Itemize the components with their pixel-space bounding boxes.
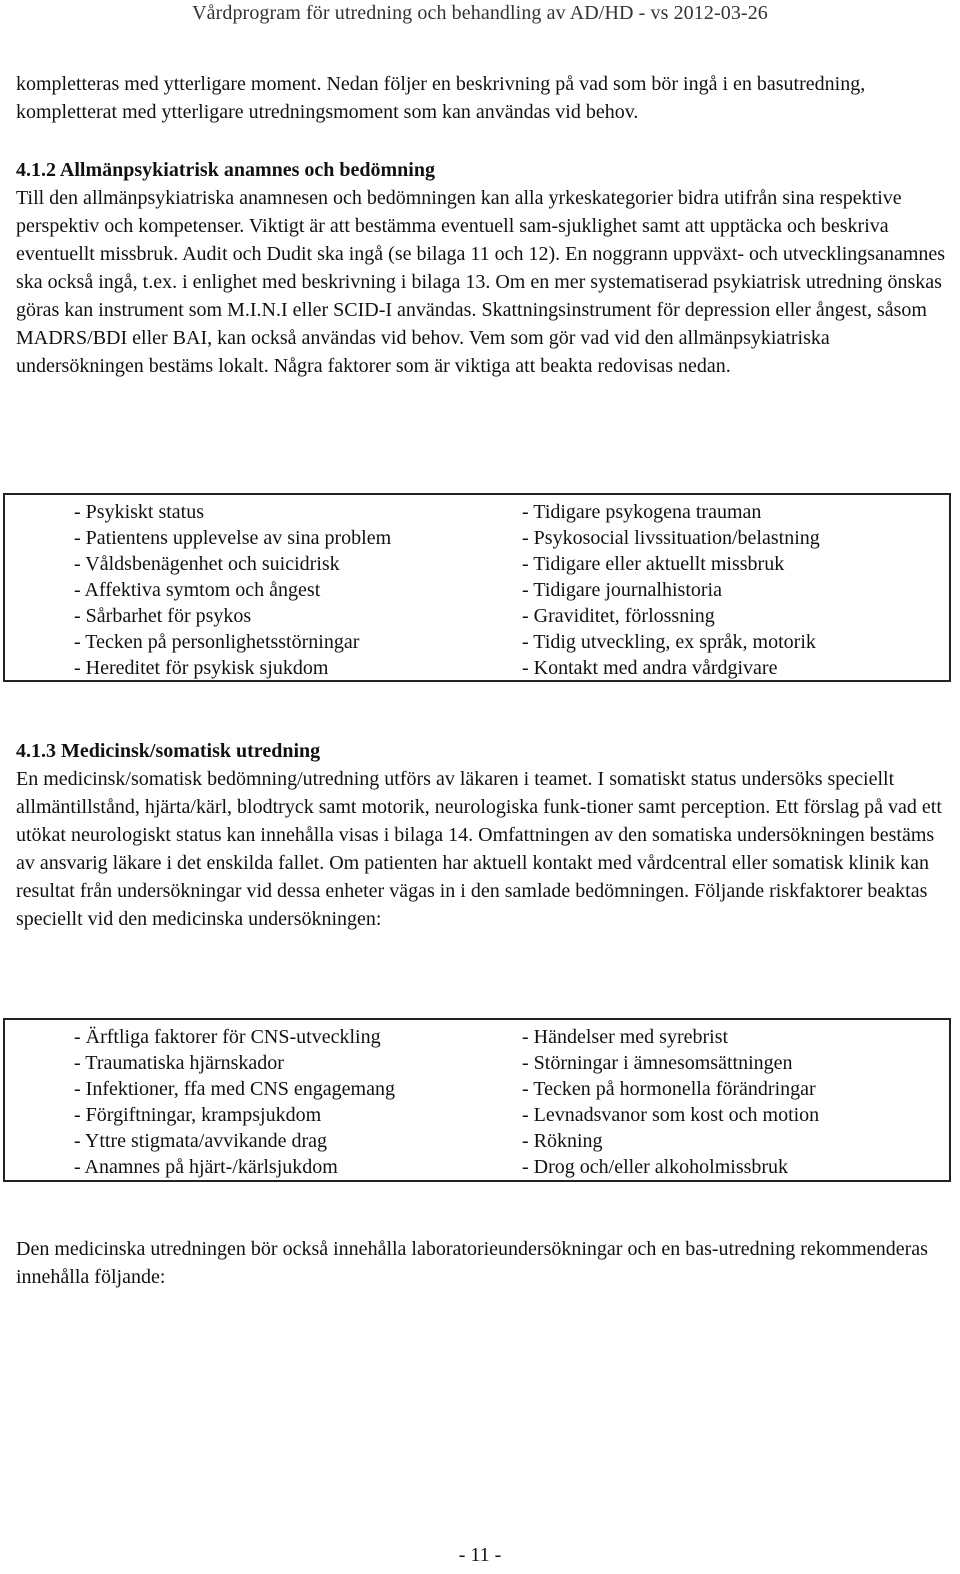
list-item: - Yttre stigmata/avvikande drag (74, 1130, 328, 1152)
list-item: - Infektioner, ffa med CNS engagemang (74, 1078, 395, 1100)
list-item: - Störningar i ämnesomsättningen (522, 1052, 793, 1074)
list-item: - Tidig utveckling, ex språk, motorik (522, 631, 816, 653)
psychiatric-factors-right-list (522, 499, 820, 681)
list-item: - Tecken på hormonella förändringar (522, 1078, 816, 1100)
list-item: - Tidigare psykogena trauman (522, 501, 762, 523)
list-item: - Kontakt med andra vårdgivare (522, 657, 778, 679)
psychiatric-factors-box (3, 493, 951, 682)
intro-paragraph-block (16, 70, 946, 126)
list-item: - Anamnes på hjärt-/kärlsjukdom (74, 1156, 338, 1178)
section-heading-4-1-3: 4.1.3 Medicinsk/somatisk utredning (16, 740, 321, 762)
section-4-1-2 (16, 156, 946, 380)
list-item: - Tidigare journalhistoria (522, 579, 722, 601)
section-4-1-3 (16, 737, 946, 933)
page-number: - 11 - (458, 1544, 502, 1566)
list-item: - Tecken på personlighetsstörningar (74, 631, 360, 653)
medical-risk-factors-left-list (74, 1024, 395, 1180)
medical-risk-factors-box (3, 1018, 951, 1182)
running-header: Vårdprogram för utredning och behandling av AD/HD - vs 2012-03-26 (192, 2, 768, 24)
list-item: - Ärftliga faktorer för CNS-utveckling (74, 1026, 381, 1048)
list-item: - Traumatiska hjärnskador (74, 1052, 284, 1074)
list-item: - Tidigare eller aktuellt missbruk (522, 553, 785, 575)
intro-paragraph: kompletteras med ytterligare moment. Nedan följer en beskrivning på vad som bör ingå i en basutredning, kompletterat med ytterligare utredningsmoment som kan användas vid behov. (16, 73, 866, 123)
closing-paragraph: Den medicinska utredningen bör också innehålla laboratorieundersökningar och en bas-utredning rekommenderas innehålla följande: (16, 1238, 928, 1288)
list-item: - Rökning (522, 1130, 603, 1152)
list-item: - Förgiftningar, krampsjukdom (74, 1104, 322, 1126)
list-item: - Sårbarhet för psykos (74, 605, 252, 627)
psychiatric-factors-left-list (74, 499, 391, 681)
list-item: - Psykosocial livssituation/belastning (522, 527, 820, 549)
medical-risk-factors-right-list (522, 1024, 819, 1180)
list-item: - Levnadsvanor som kost och motion (522, 1104, 820, 1126)
list-item: - Affektiva symtom och ångest (74, 579, 321, 601)
section-heading-4-1-2: 4.1.2 Allmänpsykiatrisk anamnes och bedömning (16, 159, 435, 181)
list-item: - Hereditet för psykisk sjukdom (74, 657, 329, 679)
list-item: - Drog och/eller alkoholmissbruk (522, 1156, 789, 1178)
closing-paragraph-block (16, 1235, 946, 1291)
section-body-4-1-2: Till den allmänpsykiatriska anamnesen och bedömningen kan alla yrkeskategorier bidra utifrån sina respektive perspektiv och kompetenser. Viktigt är att bestämma eventuell sam-sjuklighet samt att upptäcka och beskriva eventuellt missbruk. Audit och Dudit ska ingå (se bilaga 11 och 12). En noggrann uppväxt- och utvecklingsanamnes ska också ingå, t.ex. i enlighet med beskrivning i bilaga 13. Om en mer systematiserad psykiatrisk utredning önskas göras kan instrument som M.I.N.I eller SCID-I användas. Skattningsinstrument för depression eller ångest, såsom MADRS/BDI eller BAI, kan också användas vid behov. Vem som gör vad vid den allmänpsykiatriska undersökningen bestäms lokalt. Några faktorer som är viktiga att beakta redovisas nedan. (16, 187, 946, 377)
list-item: - Psykiskt status (74, 501, 205, 523)
list-item: - Graviditet, förlossning (522, 605, 715, 627)
section-body-4-1-3: En medicinsk/somatisk bedömning/utredning utförs av läkaren i teamet. I somatiskt status undersöks speciellt allmäntillstånd, hjärta/kärl, blodtryck samt motorik, neurologiska funk-tioner samt perception. Ett förslag på vad ett utökat neurologiskt status kan innehålla visas i bilaga 14. Omfattningen av den somatiska undersökningen bestäms av ansvarig läkare i det enskilda fallet. Om patienten har aktuell kontakt med vårdcentral eller somatisk klinik kan resultat från undersökningar vid dessa enheter vägas in i den samlade bedömningen. Följande riskfaktorer beaktas speciellt vid den medicinska undersökningen: (16, 768, 942, 930)
list-item: - Patientens upplevelse av sina problem (74, 527, 392, 549)
list-item: - Våldsbenägenhet och suicidrisk (74, 553, 340, 575)
list-item: - Händelser med syrebrist (522, 1026, 729, 1048)
